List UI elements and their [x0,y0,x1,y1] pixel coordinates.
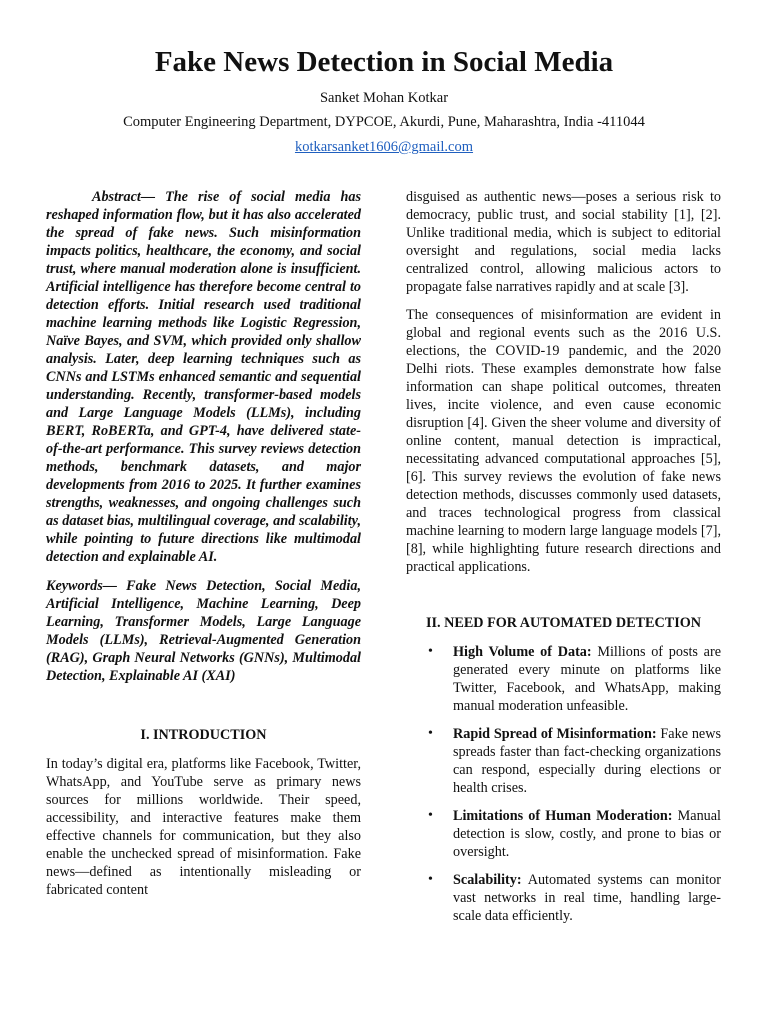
section-heading-introduction: I. INTRODUCTION [140,727,267,743]
left-column [46,188,361,899]
right-column [406,188,721,935]
section-heading-need: II. NEED FOR AUTOMATED DETECTION [426,615,701,631]
abstract: Abstract— The rise of social media has reshaped information flow, but it has also accelerated the spread of fake news. Such misinformation impacts politics, healthcare, the economy, and social trust, where manual moderation alone is insufficient. Artificial intelligence has therefore become central to detection efforts. Initial research used traditional machine learning methods like Logistic Regression, Naïve Bayes, and SVM, which provided only shallow analysis. Later, deep learning techniques such as CNNs and LSTMs enhanced semantic and sequential understanding. Recently, transformer-based models and Large Language Models (LLMs), including BERT, RoBERTa, and GPT-4, have delivered state-of-the-art performance. This survey reviews detection methods, benchmark datasets, and major developments from 2016 to 2025. It further examines strengths, weaknesses, and ongoing challenges such as dataset bias, multilingual coverage, and scalability, while pointing to future directions like multimodal detection and explainable AI. [46,189,361,565]
keywords: Keywords— Fake News Detection, Social Media, Artificial Intelligence, Machine Learning, Deep Learning, Transformer Models, Large Language Models (LLMs), Retrieval-Augmented Generation (RAG), Graph Neural Networks (GNNs), Multimodal Detection, Explainable AI (XAI) [46,578,361,684]
list-item [406,871,721,925]
bullet-icon: • [428,872,433,887]
bullet-text: Automated systems can monitor vast networks in real time, handling large-scale data efficiently. [453,872,721,924]
need-bullet-list [406,643,721,925]
bullet-text: Millions of posts are generated every minute on platforms like Twitter, Facebook, and WhatsApp, making manual moderation unfeasible. [453,644,721,714]
list-item [406,725,721,797]
author-email [0,138,768,156]
bullet-term: Rapid Spread of Misinformation: [453,726,657,742]
bullet-icon: • [428,644,433,659]
bullet-icon: • [428,726,433,741]
bullet-icon: • [428,808,433,823]
intro-paragraph-1-continued: disguised as authentic news—poses a serious risk to democracy, public trust, and social stability [1], [2]. Unlike traditional media, which is subject to editorial oversight and regulations, social media lacks centralized control, allowing malicious actors to propagate false narratives rapidly and at scale [3]. [406,189,721,295]
author-name: Sanket Mohan Kotkar [319,90,449,106]
bullet-text: Manual detection is slow, costly, and prone to bias or oversight. [453,808,721,860]
bullet-term: High Volume of Data: [453,644,592,660]
list-item [406,807,721,861]
bullet-term: Scalability: [453,872,522,888]
bullet-text: Fake news spreads faster than fact-checking organizations can respond, especially during elections or health crises. [453,726,721,796]
intro-paragraph-1: In today’s digital era, platforms like Facebook, Twitter, WhatsApp, and YouTube serve as primary news sources for millions worldwide. Their speed, accessibility, and interactive features make them effective channels for communication, but they also enable the unchecked spread of misinformation. Fake news—defined as intentionally misleading or fabricated content [46,756,361,898]
intro-paragraph-2: The consequences of misinformation are evident in global and regional events such as the 2016 U.S. elections, the COVID-19 pandemic, and the 2020 Delhi riots. These examples demonstrate how false information can shape political outcomes, threaten lives, incite violence, and even cause economic disruption [4]. Given the sheer volume and diversity of online content, manual detection is impractical, necessitating advanced computational approaches [5], [6]. This survey reviews the evolution of fake news detection methods, discusses commonly used datasets, and traces technological progress from classical machine learning to modern large language models [7], [8], while highlighting future research directions and practical applications. [406,307,721,575]
email-link[interactable]: kotkarsanket1606@gmail.com [294,139,474,155]
author-affiliation: Computer Engineering Department, DYPCOE, Akurdi, Pune, Maharashtra, India -411044 [123,114,645,130]
paper-title: Fake News Detection in Social Media [154,46,614,78]
list-item [406,643,721,715]
bullet-term: Limitations of Human Moderation: [453,808,673,824]
